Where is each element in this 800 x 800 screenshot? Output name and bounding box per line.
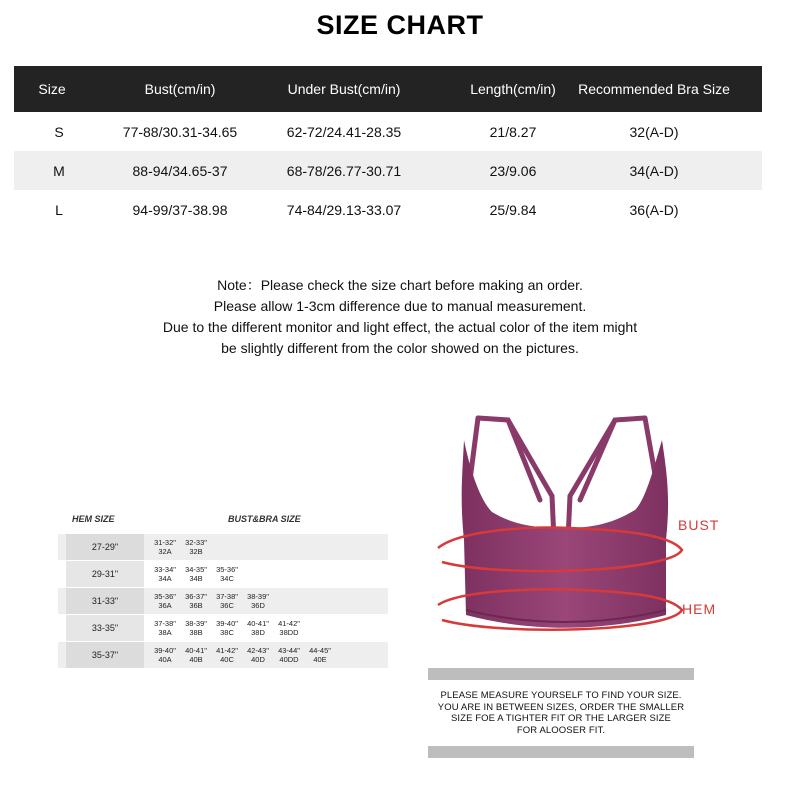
bra-size: 38D: [251, 628, 265, 637]
cell-bra-size: 34(A-D): [629, 162, 679, 179]
bust-bra-cell: [181, 538, 211, 556]
note-line: Note：Please check the size chart before making an order.: [217, 277, 583, 293]
hem-row: [58, 642, 388, 668]
bust-bra-cell: [212, 646, 242, 664]
bra-size: 38C: [220, 628, 234, 637]
cell-bust: 77-88/30.31-34.65: [122, 123, 238, 140]
table-row: [14, 151, 762, 190]
hem-row: [58, 534, 388, 560]
cell-length: 23/9.06: [489, 162, 537, 179]
measure-caption: [428, 690, 694, 736]
hem-row: [58, 561, 388, 587]
bust-bra-cell: [150, 619, 180, 637]
caption-line: PLEASE MEASURE YOURSELF TO FIND YOUR SIZE.: [440, 690, 682, 701]
bust-bra-cell: [181, 565, 211, 583]
bust-range: 35-36": [216, 565, 238, 574]
bust-range: 38-39": [247, 592, 269, 601]
bust-bra-size-header: BUST&BRA SIZE: [228, 514, 301, 524]
cell-under-bust: 74-84/29.13-33.07: [286, 201, 402, 218]
bust-bra-cell: [181, 646, 211, 664]
bra-size: 32B: [189, 547, 203, 556]
bra-size: 40D: [251, 655, 265, 664]
bust-range: 42-43": [247, 646, 269, 655]
cell-under-bust: 68-78/26.77-30.71: [286, 162, 402, 179]
bust-range: 33-34": [154, 565, 176, 574]
note-line: Due to the different monitor and light effect, the actual color of the item might: [162, 319, 638, 335]
bra-size: 36A: [158, 601, 172, 610]
table-header-row: [14, 66, 762, 112]
bust-range: 39-40": [216, 619, 238, 628]
caption-bottom-bar: [428, 746, 694, 758]
bra-size: 40C: [220, 655, 234, 664]
header-under-bust: Under Bust(cm/in): [287, 81, 401, 97]
cell-length: 21/8.27: [489, 123, 537, 140]
bust-range: 32-33": [185, 538, 207, 547]
bust-range: 31-32": [154, 538, 176, 547]
size-table: [14, 66, 762, 229]
bust-bra-cell: [150, 646, 180, 664]
hem-size-header: HEM SIZE: [72, 514, 115, 524]
bust-bra-cell: [212, 565, 242, 583]
bust-bra-cell: [243, 592, 273, 610]
hem-row: [58, 615, 388, 641]
bra-size: 40A: [158, 655, 172, 664]
caption-line: YOU ARE IN BETWEEN SIZES, ORDER THE SMALLER: [437, 701, 685, 713]
bust-bra-cell: [181, 592, 211, 610]
hem-label: HEM: [682, 601, 717, 617]
hem-size-value: 33-35": [66, 615, 144, 641]
bra-size: 40E: [313, 655, 327, 664]
bust-range: 35-36": [154, 592, 176, 601]
bust-bra-cell: [212, 592, 242, 610]
bra-size: 34B: [189, 574, 203, 583]
bra-size: 36C: [220, 601, 234, 610]
cell-size: S: [54, 123, 64, 140]
hem-size-value: 29-31": [66, 561, 144, 587]
hem-size-value: 35-37": [66, 642, 144, 668]
bust-range: 41-42": [216, 646, 238, 655]
bra-size: 38B: [189, 628, 203, 637]
bust-range: 34-35": [185, 565, 207, 574]
size-notes: [0, 275, 800, 359]
bust-bra-cell: [274, 619, 304, 637]
note-line: Please allow 1-3cm difference due to manual measurement.: [213, 298, 587, 314]
cell-bra-size: 32(A-D): [629, 123, 679, 140]
cell-bust: 94-99/37-38.98: [132, 201, 228, 218]
caption-line: FOR ALOOSER FIT.: [516, 724, 606, 736]
bra-size: 32A: [158, 547, 172, 556]
bust-range: 39-40": [154, 646, 176, 655]
bust-range: 44-45": [309, 646, 331, 655]
bust-range: 37-38": [154, 619, 176, 628]
cell-length: 25/9.84: [489, 201, 537, 218]
bra-size: 40DD: [279, 655, 299, 664]
hem-row: [58, 588, 388, 614]
bust-range: 37-38": [216, 592, 238, 601]
header-bust: Bust(cm/in): [144, 81, 216, 97]
bust-range: 40-41": [247, 619, 269, 628]
caption-top-bar: [428, 668, 694, 680]
bra-size: 38A: [158, 628, 172, 637]
table-row: [14, 190, 762, 229]
bust-bra-cell: [243, 646, 273, 664]
hem-bust-table: [58, 500, 388, 682]
note-line: be slightly different from the color showed on the pictures.: [221, 340, 579, 356]
bust-range: 40-41": [185, 646, 207, 655]
hem-size-value: 31-33": [66, 588, 144, 614]
bra-size: 34C: [220, 574, 234, 583]
bust-bra-cell: [181, 619, 211, 637]
header-size: Size: [38, 81, 66, 97]
cell-bra-size: 36(A-D): [629, 201, 679, 218]
caption-line: SIZE FOE A TIGHTER FIT OR THE LARGER SIZE: [450, 713, 671, 724]
cell-size: L: [55, 201, 63, 218]
bust-bra-cell: [274, 646, 304, 664]
bust-label: BUST: [678, 517, 720, 533]
cell-size: M: [53, 162, 65, 179]
bust-bra-cell: [150, 538, 180, 556]
bust-bra-cell: [150, 592, 180, 610]
page-title: SIZE CHART: [316, 10, 484, 40]
table-row: [14, 112, 762, 151]
header-length: Length(cm/in): [470, 81, 556, 97]
bra-size: 36D: [251, 601, 265, 610]
bra-size: 40B: [189, 655, 203, 664]
bust-bra-cell: [243, 619, 273, 637]
bra-size: 36B: [189, 601, 203, 610]
bust-bra-cell: [150, 565, 180, 583]
hem-size-value: 27-29": [66, 534, 144, 560]
header-bra-size: Recommended Bra Size: [578, 81, 730, 97]
bust-range: 41-42": [278, 619, 300, 628]
bra-size: 34A: [158, 574, 172, 583]
bust-range: 43-44": [278, 646, 300, 655]
bra-figure: [420, 400, 740, 645]
bust-bra-cell: [212, 619, 242, 637]
bust-bra-cell: [305, 646, 335, 664]
cell-bust: 88-94/34.65-37: [132, 162, 228, 179]
cell-under-bust: 62-72/24.41-28.35: [286, 123, 402, 140]
bra-size: 38DD: [279, 628, 299, 637]
bust-range: 38-39": [185, 619, 207, 628]
bust-range: 36-37": [185, 592, 207, 601]
